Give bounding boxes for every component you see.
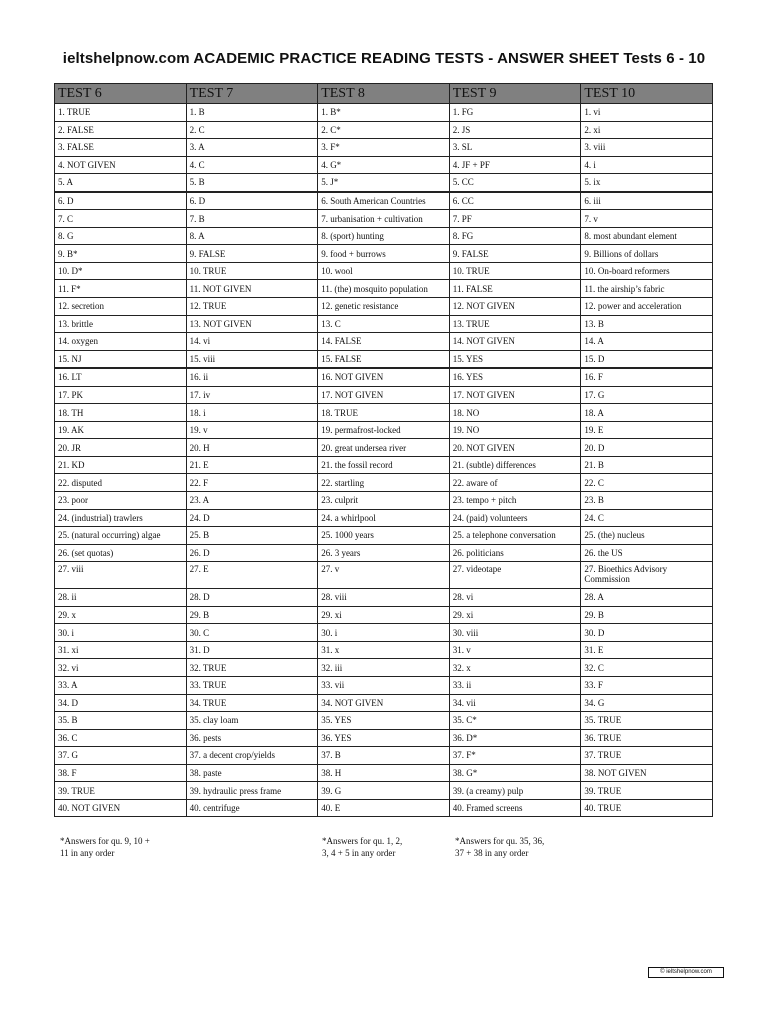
table-row <box>55 659 713 677</box>
answer-cell: 24. C <box>581 509 713 527</box>
table-row <box>55 589 713 607</box>
answer-cell: 7. urbanisation + cultivation <box>318 210 450 228</box>
answer-cell: 18. NO <box>449 404 581 422</box>
answer-cell: 12. genetic resistance <box>318 298 450 316</box>
answer-cell: 3. FALSE <box>55 139 187 157</box>
column-header-test-9: TEST 9 <box>449 84 581 104</box>
answer-cell: 6. iii <box>581 192 713 210</box>
answer-cell: 21. B <box>581 456 713 474</box>
answer-cell: 21. KD <box>55 456 187 474</box>
answer-cell: 11. F* <box>55 280 187 298</box>
answer-cell: 12. power and acceleration <box>581 298 713 316</box>
column-header-test-10: TEST 10 <box>581 84 713 104</box>
column-header-test-6: TEST 6 <box>55 84 187 104</box>
answer-cell: 17. G <box>581 386 713 404</box>
answer-cell: 9. FALSE <box>186 245 318 263</box>
answer-cell: 31. E <box>581 641 713 659</box>
answer-cell: 22. F <box>186 474 318 492</box>
answer-cell: 13. NOT GIVEN <box>186 315 318 333</box>
answer-cell: 3. F* <box>318 139 450 157</box>
footnote-test-6: *Answers for qu. 9, 10 + 11 in any order <box>60 836 150 858</box>
answer-cell: 11. FALSE <box>449 280 581 298</box>
answer-cell: 15. NJ <box>55 350 187 368</box>
answer-cell: 40. NOT GIVEN <box>55 799 187 817</box>
answer-cell: 23. poor <box>55 492 187 510</box>
answer-cell: 40. TRUE <box>581 799 713 817</box>
answer-cell: 28. vi <box>449 589 581 607</box>
answer-cell: 3. A <box>186 139 318 157</box>
answer-cell: 9. food + burrows <box>318 245 450 263</box>
answer-cell: 39. TRUE <box>55 782 187 800</box>
answer-cell: 11. NOT GIVEN <box>186 280 318 298</box>
table-row <box>55 799 713 817</box>
answer-cell: 32. C <box>581 659 713 677</box>
answer-cell: 16. F <box>581 368 713 386</box>
answer-cell: 15. D <box>581 350 713 368</box>
answer-cell: 28. ii <box>55 589 187 607</box>
answer-cell: 16. YES <box>449 368 581 386</box>
answer-cell: 26. (set quotas) <box>55 544 187 562</box>
answer-cell: 18. TH <box>55 404 187 422</box>
answer-body <box>55 104 713 817</box>
table-row <box>55 245 713 263</box>
answer-cell: 3. viii <box>581 139 713 157</box>
answer-cell: 1. TRUE <box>55 104 187 122</box>
answer-cell: 37. a decent crop/yields <box>186 747 318 765</box>
answer-cell: 21. E <box>186 456 318 474</box>
answer-cell: 22. disputed <box>55 474 187 492</box>
answer-cell: 19. permafrost-locked <box>318 421 450 439</box>
answer-cell: 31. v <box>449 641 581 659</box>
answer-cell: 31. D <box>186 641 318 659</box>
answer-cell: 33. A <box>55 676 187 694</box>
answer-cell: 5. ix <box>581 174 713 192</box>
table-row <box>55 156 713 174</box>
table-row <box>55 421 713 439</box>
answer-cell: 22. C <box>581 474 713 492</box>
answer-cell: 30. D <box>581 624 713 642</box>
answer-cell: 11. the airship’s fabric <box>581 280 713 298</box>
answer-cell: 40. E <box>318 799 450 817</box>
answer-cell: 25. a telephone conversation <box>449 527 581 545</box>
answer-cell: 5. A <box>55 174 187 192</box>
answer-cell: 20. NOT GIVEN <box>449 439 581 457</box>
answer-cell: 7. PF <box>449 210 581 228</box>
answer-cell: 14. NOT GIVEN <box>449 333 581 351</box>
answer-cell: 7. v <box>581 210 713 228</box>
answer-cell: 20. great undersea river <box>318 439 450 457</box>
answer-cell: 2. C* <box>318 121 450 139</box>
answer-cell: 30. i <box>55 624 187 642</box>
answer-cell: 26. politicians <box>449 544 581 562</box>
table-row <box>55 782 713 800</box>
table-row <box>55 527 713 545</box>
answer-cell: 18. i <box>186 404 318 422</box>
table-row <box>55 641 713 659</box>
answer-cell: 12. NOT GIVEN <box>449 298 581 316</box>
table-row <box>55 368 713 386</box>
answer-cell: 14. A <box>581 333 713 351</box>
answer-cell: 7. B <box>186 210 318 228</box>
answer-cell: 1. B* <box>318 104 450 122</box>
column-header-test-8: TEST 8 <box>318 84 450 104</box>
answer-table <box>54 83 713 817</box>
answer-cell: 32. x <box>449 659 581 677</box>
table-row <box>55 747 713 765</box>
header-row <box>55 84 713 104</box>
table-row <box>55 262 713 280</box>
table-row <box>55 280 713 298</box>
table-row <box>55 333 713 351</box>
answer-cell: 17. PK <box>55 386 187 404</box>
answer-cell: 13. B <box>581 315 713 333</box>
answer-cell: 38. paste <box>186 764 318 782</box>
table-row <box>55 712 713 730</box>
answer-cell: 14. oxygen <box>55 333 187 351</box>
answer-cell: 36. YES <box>318 729 450 747</box>
answer-cell: 31. x <box>318 641 450 659</box>
answer-cell: 15. YES <box>449 350 581 368</box>
answer-cell: 29. xi <box>318 606 450 624</box>
footnote-test-9: *Answers for qu. 35, 36, 37 + 38 in any order <box>455 836 545 858</box>
answer-cell: 2. JS <box>449 121 581 139</box>
table-row <box>55 544 713 562</box>
answer-cell: 27. Bioethics Advisory Commission <box>581 562 713 589</box>
table-row <box>55 474 713 492</box>
table-row <box>55 174 713 192</box>
answer-cell: 32. vi <box>55 659 187 677</box>
answer-cell: 16. LT <box>55 368 187 386</box>
answer-cell: 28. viii <box>318 589 450 607</box>
table-row <box>55 562 713 589</box>
answer-cell: 23. A <box>186 492 318 510</box>
answer-cell: 13. TRUE <box>449 315 581 333</box>
answer-cell: 10. D* <box>55 262 187 280</box>
answer-cell: 6. CC <box>449 192 581 210</box>
answer-cell: 4. C <box>186 156 318 174</box>
table-row <box>55 624 713 642</box>
answer-cell: 9. FALSE <box>449 245 581 263</box>
answer-cell: 32. iii <box>318 659 450 677</box>
answer-cell: 8. G <box>55 227 187 245</box>
answer-cell: 17. iv <box>186 386 318 404</box>
answer-cell: 28. A <box>581 589 713 607</box>
answer-cell: 28. D <box>186 589 318 607</box>
answer-cell: 30. i <box>318 624 450 642</box>
answer-cell: 25. (the) nucleus <box>581 527 713 545</box>
answer-cell: 5. B <box>186 174 318 192</box>
answer-cell: 20. D <box>581 439 713 457</box>
answer-cell: 10. TRUE <box>186 262 318 280</box>
answer-cell: 12. secretion <box>55 298 187 316</box>
answer-cell: 13. C <box>318 315 450 333</box>
answer-cell: 23. culprit <box>318 492 450 510</box>
answer-cell: 5. CC <box>449 174 581 192</box>
answer-cell: 19. AK <box>55 421 187 439</box>
answer-cell: 2. C <box>186 121 318 139</box>
answer-cell: 37. B <box>318 747 450 765</box>
answer-cell: 1. FG <box>449 104 581 122</box>
answer-cell: 35. TRUE <box>581 712 713 730</box>
answer-cell: 35. YES <box>318 712 450 730</box>
answer-cell: 37. G <box>55 747 187 765</box>
table-row <box>55 298 713 316</box>
answer-cell: 34. NOT GIVEN <box>318 694 450 712</box>
answer-cell: 6. D <box>186 192 318 210</box>
answer-cell: 36. pests <box>186 729 318 747</box>
answer-cell: 36. TRUE <box>581 729 713 747</box>
answer-cell: 39. hydraulic press frame <box>186 782 318 800</box>
answer-cell: 14. vi <box>186 333 318 351</box>
table-row <box>55 227 713 245</box>
answer-cell: 36. C <box>55 729 187 747</box>
answer-cell: 34. vii <box>449 694 581 712</box>
answer-cell: 2. FALSE <box>55 121 187 139</box>
table-row <box>55 139 713 157</box>
answer-cell: 31. xi <box>55 641 187 659</box>
answer-cell: 5. J* <box>318 174 450 192</box>
answer-cell: 4. JF + PF <box>449 156 581 174</box>
answer-cell: 7. C <box>55 210 187 228</box>
answer-cell: 16. ii <box>186 368 318 386</box>
answer-cell: 33. F <box>581 676 713 694</box>
answer-cell: 10. wool <box>318 262 450 280</box>
table-row <box>55 104 713 122</box>
answer-cell: 36. D* <box>449 729 581 747</box>
answer-cell: 24. (industrial) trawlers <box>55 509 187 527</box>
answer-cell: 9. B* <box>55 245 187 263</box>
answer-cell: 19. NO <box>449 421 581 439</box>
answer-cell: 29. xi <box>449 606 581 624</box>
answer-cell: 4. NOT GIVEN <box>55 156 187 174</box>
answer-cell: 1. vi <box>581 104 713 122</box>
answer-cell: 13. brittle <box>55 315 187 333</box>
answer-cell: 34. D <box>55 694 187 712</box>
answer-cell: 38. F <box>55 764 187 782</box>
answer-cell: 25. B <box>186 527 318 545</box>
answer-cell: 8. most abundant element <box>581 227 713 245</box>
table-row <box>55 764 713 782</box>
answer-cell: 24. a whirlpool <box>318 509 450 527</box>
answer-cell: 24. D <box>186 509 318 527</box>
answer-cell: 39. TRUE <box>581 782 713 800</box>
table-row <box>55 492 713 510</box>
answer-cell: 27. viii <box>55 562 187 589</box>
answer-cell: 27. v <box>318 562 450 589</box>
answer-cell: 35. B <box>55 712 187 730</box>
answer-cell: 6. South American Countries <box>318 192 450 210</box>
answer-cell: 39. (a creamy) pulp <box>449 782 581 800</box>
copyright-badge: © ieltshelpnow.com <box>648 967 724 978</box>
answer-cell: 29. B <box>186 606 318 624</box>
answer-cell: 35. clay loam <box>186 712 318 730</box>
answer-cell: 2. xi <box>581 121 713 139</box>
answer-cell: 21. the fossil record <box>318 456 450 474</box>
answer-cell: 30. viii <box>449 624 581 642</box>
answer-cell: 33. TRUE <box>186 676 318 694</box>
table-row <box>55 456 713 474</box>
answer-cell: 14. FALSE <box>318 333 450 351</box>
answer-cell: 29. B <box>581 606 713 624</box>
answer-cell: 27. videotape <box>449 562 581 589</box>
answer-cell: 9. Billions of dollars <box>581 245 713 263</box>
answer-cell: 25. 1000 years <box>318 527 450 545</box>
answer-cell: 27. E <box>186 562 318 589</box>
table-row <box>55 121 713 139</box>
answer-cell: 37. TRUE <box>581 747 713 765</box>
answer-cell: 4. G* <box>318 156 450 174</box>
answer-cell: 38. H <box>318 764 450 782</box>
answer-cell: 16. NOT GIVEN <box>318 368 450 386</box>
answer-cell: 17. NOT GIVEN <box>318 386 450 404</box>
answer-cell: 22. aware of <box>449 474 581 492</box>
table-row <box>55 404 713 422</box>
answer-cell: 30. C <box>186 624 318 642</box>
answer-cell: 18. A <box>581 404 713 422</box>
answer-cell: 20. JR <box>55 439 187 457</box>
answer-cell: 15. FALSE <box>318 350 450 368</box>
answer-cell: 26. D <box>186 544 318 562</box>
answer-cell: 24. (paid) volunteers <box>449 509 581 527</box>
answer-cell: 8. A <box>186 227 318 245</box>
answer-cell: 20. H <box>186 439 318 457</box>
table-row <box>55 509 713 527</box>
answer-cell: 6. D <box>55 192 187 210</box>
answer-cell: 38. NOT GIVEN <box>581 764 713 782</box>
answer-cell: 8. (sport) hunting <box>318 227 450 245</box>
table-row <box>55 694 713 712</box>
table-row <box>55 386 713 404</box>
answer-cell: 23. tempo + pitch <box>449 492 581 510</box>
table-row <box>55 606 713 624</box>
answer-cell: 21. (subtle) differences <box>449 456 581 474</box>
answer-cell: 18. TRUE <box>318 404 450 422</box>
answer-cell: 26. the US <box>581 544 713 562</box>
answer-cell: 12. TRUE <box>186 298 318 316</box>
answer-cell: 23. B <box>581 492 713 510</box>
answer-cell: 3. SL <box>449 139 581 157</box>
table-row <box>55 315 713 333</box>
answer-cell: 40. Framed screens <box>449 799 581 817</box>
answer-cell: 32. TRUE <box>186 659 318 677</box>
answer-cell: 19. v <box>186 421 318 439</box>
answer-cell: 10. TRUE <box>449 262 581 280</box>
answer-cell: 1. B <box>186 104 318 122</box>
answer-cell: 19. E <box>581 421 713 439</box>
column-header-test-7: TEST 7 <box>186 84 318 104</box>
footnote-test-8: *Answers for qu. 1, 2, 3, 4 + 5 in any order <box>322 836 403 858</box>
answer-cell: 10. On-board reformers <box>581 262 713 280</box>
answer-cell: 29. x <box>55 606 187 624</box>
answer-cell: 15. viii <box>186 350 318 368</box>
table-row <box>55 676 713 694</box>
answer-cell: 22. startling <box>318 474 450 492</box>
answer-cell: 33. ii <box>449 676 581 694</box>
answer-cell: 26. 3 years <box>318 544 450 562</box>
answer-cell: 37. F* <box>449 747 581 765</box>
answer-cell: 35. C* <box>449 712 581 730</box>
table-row <box>55 350 713 368</box>
answer-cell: 33. vii <box>318 676 450 694</box>
answer-cell: 34. TRUE <box>186 694 318 712</box>
answer-cell: 40. centrifuge <box>186 799 318 817</box>
answer-cell: 11. (the) mosquito population <box>318 280 450 298</box>
answer-cell: 8. FG <box>449 227 581 245</box>
table-row <box>55 729 713 747</box>
answer-cell: 38. G* <box>449 764 581 782</box>
table-row <box>55 192 713 210</box>
answer-cell: 39. G <box>318 782 450 800</box>
page-title: ieltshelpnow.com ACADEMIC PRACTICE READING TESTS - ANSWER SHEET Tests 6 - 10 <box>62 50 706 67</box>
table-row <box>55 439 713 457</box>
answer-cell: 4. i <box>581 156 713 174</box>
answer-cell: 34. G <box>581 694 713 712</box>
table-row <box>55 210 713 228</box>
answer-cell: 25. (natural occurring) algae <box>55 527 187 545</box>
answer-cell: 17. NOT GIVEN <box>449 386 581 404</box>
